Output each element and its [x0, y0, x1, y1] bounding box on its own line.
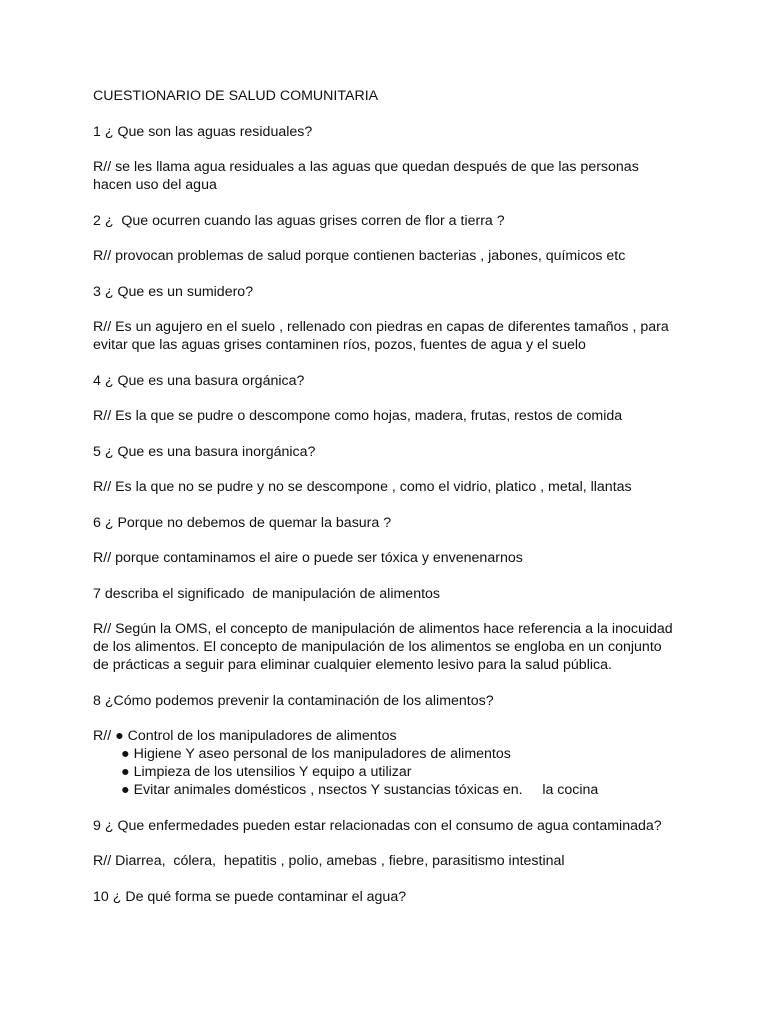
answer-9: R// Diarrea, cólera, hepatitis , polio, amebas , fiebre, parasitismo intestinal — [93, 853, 565, 869]
bullet-dot-icon: ● — [121, 746, 130, 762]
question-4: 4 ¿ Que es una basura orgánica? — [93, 372, 305, 389]
bullet-dot-icon: ● — [121, 782, 130, 798]
answer-8-prefix: R// — [93, 728, 112, 744]
question-1: 1 ¿ Que son las aguas residuales? — [93, 123, 313, 140]
answer-8-bullet-1: Control de los manipuladores de alimentos — [127, 728, 397, 744]
question-3: 3 ¿ Que es un sumidero? — [93, 283, 254, 300]
answer-8-bullet-list — [93, 745, 683, 799]
answer-1: R// se les llama agua residuales a las aguas que quedan después de que las personas hacen uso del agua — [93, 159, 639, 193]
question-2: 2 ¿ Que ocurren cuando las aguas grises corren de flor a tierra ? — [93, 212, 505, 229]
question-6: 6 ¿ Porque no debemos de quemar la basura ? — [93, 514, 392, 531]
answer-7: R// Según la OMS, el concepto de manipulación de alimentos hace referencia a la inocuidad de los alimentos. El concepto de manipulación de los alimentos se engloba en un conjunto de prácticas a seguir para eliminar cualquier elemento lesivo para la salud pública. — [93, 621, 673, 673]
bullet-dot-icon: ● — [115, 728, 124, 744]
question-10: 10 ¿ De qué forma se puede contaminar el agua? — [93, 888, 407, 905]
question-9: 9 ¿ Que enfermedades pueden estar relacionadas con el consumo de agua contaminada? — [93, 817, 662, 834]
answer-8-bullet-4: Evitar animales domésticos , nsectos Y sustancias tóxicas en. la cocina — [133, 782, 599, 798]
question-8: 8 ¿Cómo podemos prevenir la contaminación de los alimentos? — [93, 692, 494, 709]
document-title: CUESTIONARIO DE SALUD COMUNITARIA — [93, 88, 379, 104]
document-content — [93, 87, 683, 906]
answer-6: R// porque contaminamos el aire o puede ser tóxica y envenenarnos — [93, 550, 523, 566]
list-item — [93, 763, 683, 781]
list-item — [93, 781, 683, 799]
answer-8-first-line — [93, 727, 683, 745]
answer-3: R// Es un agujero en el suelo , rellenado con piedras en capas de diferentes tamaños , para evitar que las aguas grises contaminen ríos, pozos, fuentes de agua y el suelo — [93, 319, 669, 353]
answer-8-bullet-3: Limpieza de los utensilios Y equipo a utilizar — [133, 764, 412, 780]
answer-5: R// Es la que no se pudre y no se descompone , como el vidrio, platico , metal, llantas — [93, 479, 632, 495]
answer-4: R// Es la que se pudre o descompone como hojas, madera, frutas, restos de comida — [93, 408, 623, 424]
answer-2: R// provocan problemas de salud porque contienen bacterias , jabones, químicos etc — [93, 248, 626, 264]
bullet-dot-icon: ● — [121, 764, 130, 780]
list-item — [93, 745, 683, 763]
answer-8-bullet-2: Higiene Y aseo personal de los manipuladores de alimentos — [133, 746, 511, 762]
question-7: 7 describa el significado de manipulación de alimentos — [93, 585, 441, 602]
question-5: 5 ¿ Que es una basura inorgánica? — [93, 443, 316, 460]
